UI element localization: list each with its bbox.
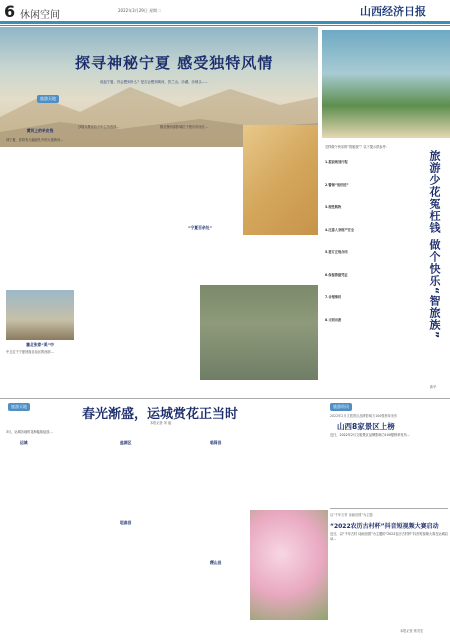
tips-list [325, 160, 417, 322]
section-tag: 旅游资讯 [330, 403, 352, 411]
sub-heading: 盐湖区 [120, 440, 132, 445]
header-rule [0, 21, 450, 24]
issue-date: 2022年3月29日 星期二 [118, 8, 162, 13]
article-column: 沙坡头景区位于中卫市西部… [78, 125, 120, 129]
right-feature-title: 旅游少花冤枉钱 做个快乐“智旅族” [428, 150, 441, 340]
sub-heading: 运城 [20, 440, 28, 445]
feature-intro: 说起宁夏，你会想到什么？是否会想到黄河、贺兰山、沙湖、沙坡头…… [100, 80, 209, 84]
source-credit: 新华 [430, 385, 437, 389]
article-column: 镇北堡西部影城位于银川市西北… [160, 125, 208, 129]
river-photo [6, 290, 74, 340]
blossom-photo [250, 510, 328, 620]
tip-item: 1.提前规划行程 [325, 160, 348, 164]
bottom-feature-title: 春光渐盛，运城赏花正当时 [82, 407, 239, 422]
sub-heading: “宁夏百余处” [188, 225, 212, 230]
byline: 本报记者 刘 毅 [150, 421, 172, 425]
header-rule-thin [0, 25, 450, 26]
tip-item: 8.文明出游 [325, 317, 342, 322]
news-body: 近日，以“千年古村 诗画田园”为主题的“2022农历古村杯”抖音短视频大赛在运城启动… [330, 532, 448, 541]
tip-item: 2.警惕“低价团” [325, 182, 349, 187]
section-divider [0, 398, 450, 399]
desert-photo [243, 125, 318, 235]
raft-photo [200, 285, 318, 380]
news-divider [330, 508, 448, 509]
news-body: 近日，2022年2月文旅景区品牌影响力100强榜单发布… [330, 433, 410, 437]
tip-item: 3.理性购物 [325, 205, 342, 209]
section-tag: 旅游天地 [8, 403, 30, 411]
sub-heading: 塞北张家“美”中 [26, 342, 54, 347]
sub-heading: 临猗县 [210, 440, 222, 445]
page-number: 6 [4, 2, 16, 21]
tip-item: 5.签订正规合同 [325, 250, 348, 254]
tip-item: 7.合理维权 [325, 295, 342, 299]
right-feature-intro: 怎样做个快乐的“智旅族”？以下提示供参考： [325, 145, 389, 149]
section-tag-left: 旅游天地 [37, 95, 59, 103]
news-kicker: 以“千年古村 诗画田园”为主题 [330, 513, 373, 517]
news-headline: 山西8家景区上榜 [337, 422, 395, 431]
sub-heading: 黄河上的羊皮筏 [26, 128, 54, 133]
section-name: 休闲空间 [20, 10, 60, 21]
news-headline: “2022农历古村杯”抖音短视频大赛启动 [330, 523, 439, 530]
feature-title: 探寻神秘宁夏 感受独特风情 [75, 54, 274, 72]
sub-heading: 稷山县 [210, 560, 222, 565]
news-kicker: 2022年2月文旅景区品牌影响力100强榜单发布 [330, 414, 398, 418]
sub-heading: 垣曲县 [120, 520, 132, 525]
tip-item: 4.注意人身财产安全 [325, 227, 354, 232]
masthead: 山西经济日报 [360, 5, 426, 18]
palm-beach-photo [322, 30, 450, 138]
article-column: 3月，运城各地的花海陆续绽放… [6, 430, 53, 434]
article-column: 中卫位于宁夏回族自治区的西部… [6, 350, 54, 354]
article-column: 到宁夏，你将有几幅面孔中的大漠黄河… [6, 138, 64, 142]
tip-item: 6.保留票据凭证 [325, 272, 348, 277]
byline: 本报记者 郭亮宏 [400, 629, 424, 633]
